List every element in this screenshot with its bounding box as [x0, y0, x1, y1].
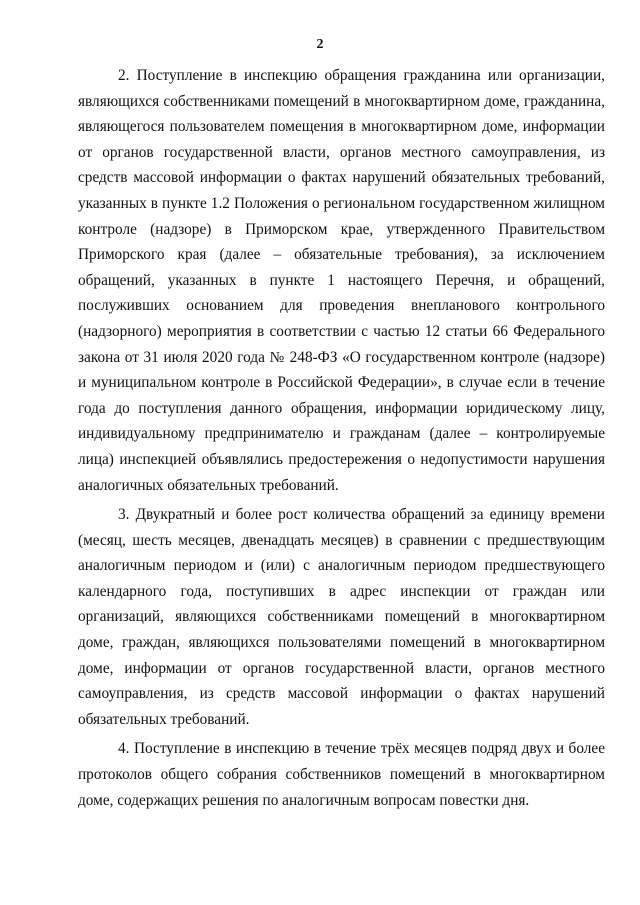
paragraph-3: 3. Двукратный и более рост количества обращений за единицу времени (месяц, шесть месяцев, двенадцать месяцев) в сравнении с предшествующим аналогичным периодом и (или) с аналогичным периодом предшествующего календарного года, поступивших в адрес инспекции от граждан или организаций, являющихся собственниками помещений в многоквартирном доме, граждан, являющихся пользователями помещений в многоквартирном доме, информации от органов государственной власти, органов местного самоуправления, из средств массовой информации о фактах нарушений обязательных требований.	[78, 506, 605, 728]
paragraph-4: 4. Поступление в инспекцию в течение трёх месяцев подряд двух и более протоколов общего собрания собственников помещений в многоквартирном доме, содержащих решения по аналогичным вопросам повестки дня.	[78, 740, 605, 809]
document-body	[78, 63, 605, 813]
page-number: 2	[316, 37, 324, 52]
paragraph-2: 2. Поступление в инспекцию обращения гражданина или организации, являющихся собственниками помещений в многоквартирном доме, гражданина, являющегося пользователем помещения в многоквартирном доме, информации от органов государственной власти, органов местного самоуправления, из средств массовой информации о фактах нарушений обязательных требований, указанных в пункте 1.2 Положения о региональном государственном жилищном контроле (надзоре) в Приморском крае, утвержденного Правительством Приморского края (далее – обязательные требования), за исключением обращений, указанных в пункте 1 настоящего Перечня, и обращений, послуживших основанием для проведения внепланового контрольного (надзорного) мероприятия в соответствии с частью 12 статьи 66 Федерального закона от 31 июля 2020 года № 248-ФЗ «О государственном контроле (надзоре) и муниципальном контроле в Российской Федерации», в случае если в течение года до поступления данного обращения, информации юридическому лицу, индивидуальному предпринимателю и гражданам (далее – контролируемые лица) инспекцией объявлялись предостережения о недопустимости нарушения аналогичных обязательных требований.	[78, 67, 605, 494]
